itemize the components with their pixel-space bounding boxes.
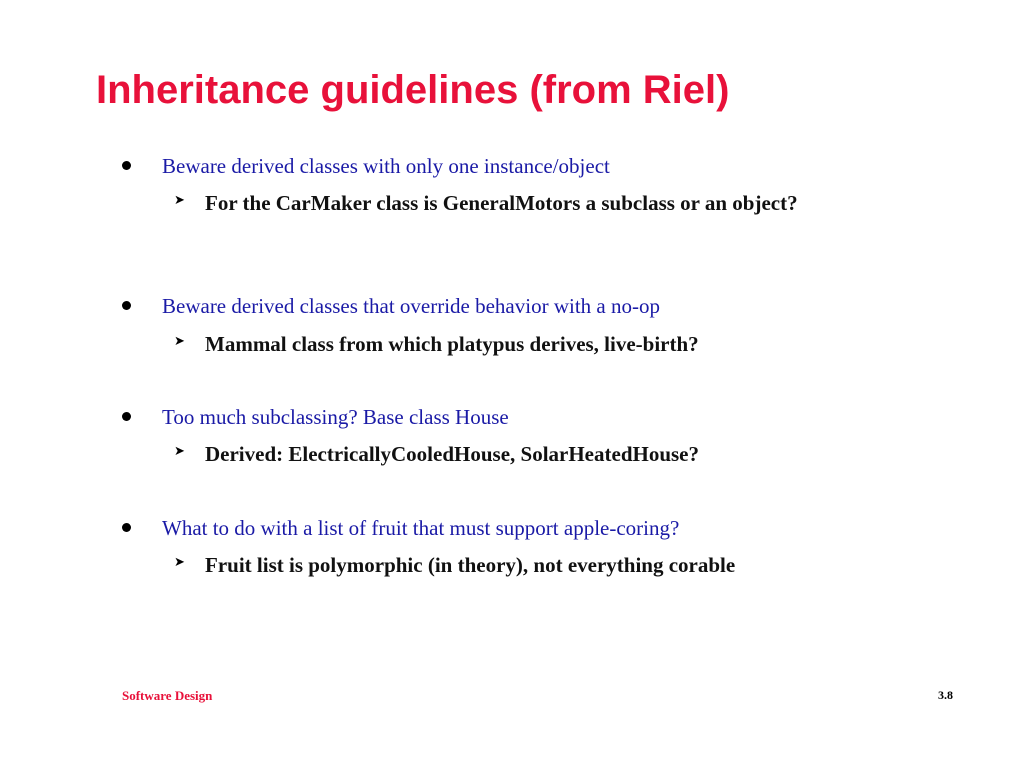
sub-bullet-text: Derived: ElectricallyCooledHouse, SolarHeatedHouse? [205, 442, 700, 466]
bullet-dot-icon [122, 412, 131, 421]
bullet-text: What to do with a list of fruit that must support apple-coring? [162, 516, 680, 540]
bullet-text: Beware derived classes that override behavior with a no-op [162, 294, 660, 318]
footer-course-name: Software Design [122, 688, 213, 703]
bullet-text: Too much subclassing? Base class House [162, 405, 509, 429]
arrow-bullet-icon: ➤ [174, 334, 185, 349]
bullet-dot-icon [122, 523, 131, 532]
arrow-bullet-icon: ➤ [174, 444, 185, 459]
bullet-dot-icon [122, 161, 131, 170]
arrow-bullet-icon: ➤ [174, 193, 185, 208]
slide-title: Inheritance guidelines (from Riel) [96, 68, 730, 112]
sub-bullet-text: Mammal class from which platypus derives, live-birth? [205, 332, 699, 356]
sub-bullet-text: Fruit list is polymorphic (in theory), not everything corable [205, 553, 736, 577]
sub-bullet-text: For the CarMaker class is GeneralMotors a subclass or an object? [205, 191, 798, 215]
footer-page-number: 3.8 [938, 688, 953, 702]
arrow-bullet-icon: ➤ [174, 555, 185, 570]
bullet-text: Beware derived classes with only one instance/object [162, 154, 610, 178]
bullet-dot-icon [122, 301, 131, 310]
